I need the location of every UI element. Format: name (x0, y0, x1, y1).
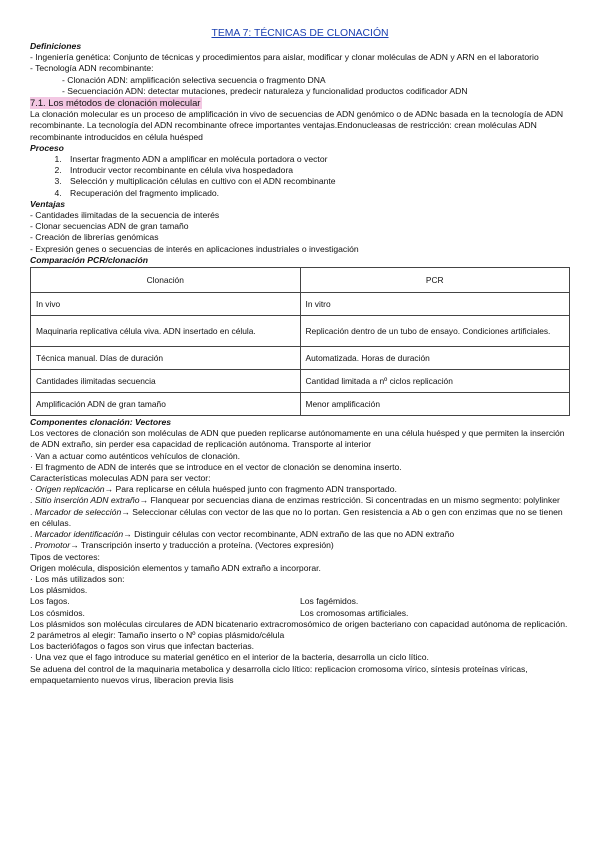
tipos-pair-row (30, 596, 570, 607)
ventajas-heading: Ventajas (30, 198, 66, 209)
caracteristica-sitio (30, 495, 570, 506)
table-row (31, 347, 570, 370)
tipos-line: · Los más utilizados son: (30, 573, 125, 584)
caracteristica-prefix: . (30, 506, 35, 517)
definicion-ingenieria: - Ingeniería genética: Conjunto de técnicas y procedimientos para aislar, modificar y clonar moléculas de ADN y ARN en el laboratorio (30, 52, 539, 63)
document-title: TEMA 7: TÉCNICAS DE CLONACIÓN (211, 28, 389, 39)
componentes-bullet: · El fragmento de ADN de interés que se introduce en el vector de clonación se denomina inserto. (30, 461, 402, 472)
tipos-pair-row (30, 608, 570, 619)
table-cell: In vitro (300, 293, 570, 316)
table-cell: Maquinaria replicativa célula viva. ADN insertado en célula. (31, 316, 301, 347)
table-cell: Menor amplificación (300, 393, 570, 416)
table-cell: Replicación dentro de un tubo de ensayo. Condiciones artificiales. (300, 316, 570, 347)
table-cell: Cantidades ilimitadas secuencia (31, 370, 301, 393)
caracteristica-marcador-seleccion (30, 507, 570, 529)
arrow-glyph: → (123, 529, 132, 540)
tipo-item: Los cósmidos. (30, 607, 85, 618)
caracteristica-text: Distinguir células con vector recombinante, ADN extraño de las que no ADN extraño (131, 529, 455, 540)
caracteristica-text: Seleccionar células con vector de las que no lo portan. Gen resistencia a Ab o gen con enzimas que no se tienen en células. (30, 506, 563, 528)
arrow-glyph: → (104, 484, 114, 495)
arrow-glyph: → (139, 495, 149, 506)
proceso-step: 4. Recuperación del fragmento implicado. (64, 188, 570, 199)
table-cell: In vivo (31, 293, 301, 316)
section-intro: La clonación molecular es un proceso de amplificación in vivo de secuencias de ADN genómico o de ADNc basada en la tecnología de ADN recombinante. La tecnología del ADN recombinante ofrece importantes ventajas.Endonucleasas de restricción: crean moléculas ADN recombinante introducidos en célula huésped (30, 109, 564, 142)
parametros-text: 2 parámetros al elegir: Tamaño inserto o Nº copias plásmido/célula (30, 629, 285, 640)
tipos-title: Tipos de vectores: (30, 551, 100, 562)
ventaja-item: - Creación de librerías genómicas (30, 232, 159, 243)
definicion-secuenciacion: - Secuenciación ADN: detectar mutaciones, predecir naturaleza y funcionalidad productos codificador ADN (62, 85, 468, 96)
ventaja-item: - Cantidades ilimitadas de la secuencia de interés (30, 210, 220, 221)
plasmidos-text: Los plásmidos son moléculas circulares de ADN bicatenario extracromosómico de origen bacteriano con capacidad autónoma de replicación. (30, 618, 568, 629)
table-header-pcr: PCR (300, 268, 570, 293)
caracteristica-term: Origen replicación (35, 484, 105, 495)
tipo-item: Los cromosomas artificiales. (300, 607, 409, 618)
table-cell: Amplificación ADN de gran tamaño (31, 393, 301, 416)
caracteristica-prefix: . (30, 495, 35, 506)
ciclo-litico-text: Se aduena del control de la maquinaria metabolica y desarrolla ciclo lítico: replicacion cromosoma vírico, síntesis proteínas víricas, empaquetamiento nuevos virus, liberacion previa lisis (30, 663, 528, 685)
definicion-tecnologia: - Tecnología ADN recombinante: (30, 63, 154, 74)
componentes-heading: Componentes clonación: Vectores (30, 417, 172, 428)
caracteristica-text: Flanquear por secuencias diana de enzimas restricción. Si concentradas en un mismo segmento: polylinker (148, 495, 560, 506)
table-cell: Automatizada. Horas de duración (300, 347, 570, 370)
tipo-item: Los fagémidos. (300, 596, 359, 607)
table-cell: Cantidad limitada a nº ciclos replicación (300, 370, 570, 393)
table-row (31, 370, 570, 393)
caracteristica-text: Para replicarse en célula huésped junto con fragmento ADN transportado. (113, 484, 397, 495)
table-header-clonacion: Clonación (31, 268, 301, 293)
caracteristica-origen (30, 484, 570, 495)
bacteriofagos-text: Los bacteriófagos o fagos son virus que infectan bacterias. (30, 641, 255, 652)
caracteristica-term: Marcador de selección (34, 506, 122, 517)
caracteristica-marcador-identificacion (30, 529, 570, 540)
caracteristica-term: Sitio inserción ADN extraño (34, 495, 140, 506)
fago-ciclo-text: · Una vez que el fago introduce su material genético en el interior de la bacteria, desarrolla un ciclo lítico. (30, 652, 429, 663)
proceso-step: 1. Insertar fragmento ADN a amplificar en molécula portadora o vector (64, 154, 570, 165)
table-row (31, 316, 570, 347)
proceso-heading: Proceso (30, 142, 64, 153)
proceso-step: 2. Introducir vector recombinante en célula viva hospedadora (64, 165, 570, 176)
tipos-line: Los plásmidos. (30, 585, 88, 596)
caracteristica-term: Marcador identificación (34, 529, 124, 540)
caracteristica-prefix: · (30, 484, 36, 495)
caracteristica-prefix: . (30, 529, 35, 540)
tipos-line: Origen molécula, disposición elementos y tamaño ADN extraño a incorporar. (30, 562, 321, 573)
componentes-intro: Los vectores de clonación son moléculas de ADN que pueden replicarse autónomamente en una célula huésped y que permiten la inserción de ADN extraño, sin perder esa capacidad de replicación autónoma. Transporte al interior (30, 428, 565, 450)
comparacion-heading: Comparación PCR/clonación (30, 254, 148, 265)
tipo-item: Los fagos. (30, 596, 70, 607)
table-row (31, 393, 570, 416)
comparacion-table (30, 267, 570, 416)
caracteristica-promotor (30, 540, 570, 551)
definiciones-heading: Definiciones (30, 41, 82, 51)
table-row (31, 293, 570, 316)
ventaja-item: - Expresión genes o secuencias de interés en aplicaciones industriales o investigación (30, 243, 359, 254)
caracteristicas-title: Características moleculas ADN para ser vector: (30, 473, 211, 484)
caracteristica-text: Transcripción inserto y traducción a proteína. (Vectores expresión) (78, 540, 334, 551)
caracteristica-prefix: . (30, 540, 35, 551)
proceso-list (30, 154, 570, 199)
componentes-bullet: · Van a actuar como auténticos vehículos de clonación. (30, 450, 241, 461)
caracteristica-term: Promotor (34, 540, 71, 551)
section-heading-7-1: 7.1. Los métodos de clonación molecular (30, 97, 201, 109)
table-cell: Técnica manual. Días de duración (31, 347, 301, 370)
proceso-step: 3. Selección y multiplicación células en cultivo con el ADN recombinante (64, 176, 570, 187)
ventaja-item: - Clonar secuencias ADN de gran tamaño (30, 221, 189, 232)
definicion-clonacion: - Clonación ADN: amplificación selectiva secuencia o fragmento DNA (62, 74, 326, 85)
table-header-row (31, 268, 570, 293)
arrow-glyph: → (70, 540, 79, 551)
arrow-glyph: → (121, 506, 130, 517)
